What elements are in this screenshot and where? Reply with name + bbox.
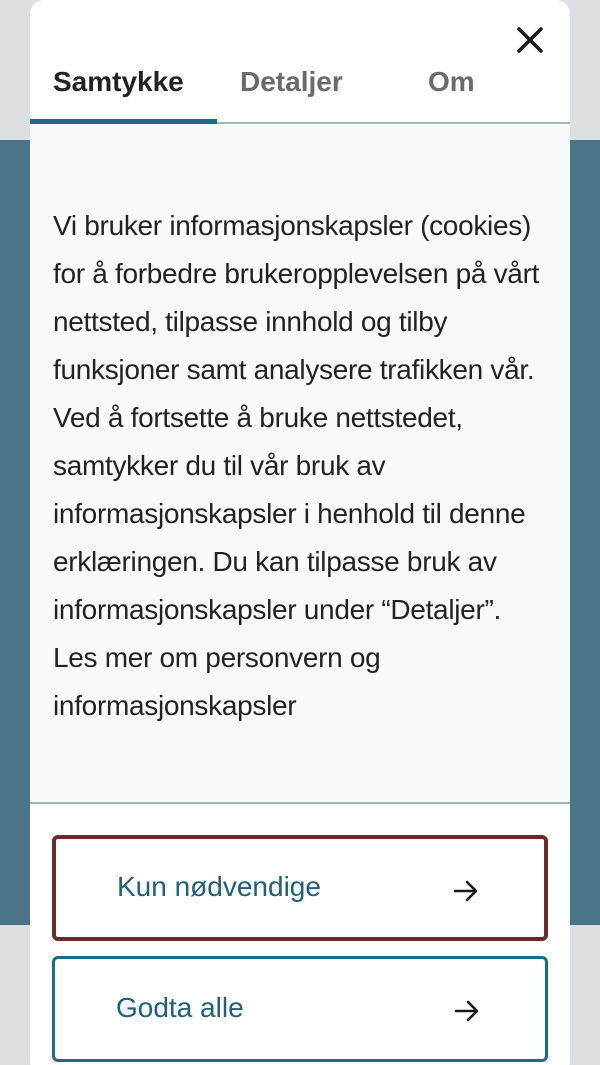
tab-om[interactable]: Om <box>428 66 475 97</box>
consent-panel <box>30 124 570 804</box>
necessary-only-label: Kun nødvendige <box>117 871 321 902</box>
tab-samtykke[interactable]: Samtykke <box>53 66 184 97</box>
close-button[interactable] <box>512 22 548 58</box>
tab-detaljer[interactable]: Detaljer <box>240 66 343 97</box>
accept-all-label: Godta alle <box>116 992 244 1023</box>
necessary-only-button[interactable] <box>52 835 548 941</box>
consent-description: Vi bruker informasjonskapsler (cookies) for å forbedre brukeropplevelsen på vårt nettsted, tilpasse innhold og tilby funksjoner samt analysere trafikken vår. Ved å fortsette å bruke nettstedet, samtykker du til vår bruk av informasjonskapsler i henhold til denne erklæringen. Du kan tilpasse bruk av informasjonskapsler under “Detaljer”. Les mer om personvern og informasjonskapsler <box>53 210 540 721</box>
arrow-right-icon <box>452 877 480 905</box>
arrow-right-icon <box>453 997 481 1025</box>
cookie-consent-dialog <box>30 0 570 1065</box>
accept-all-button[interactable] <box>52 956 548 1062</box>
close-icon <box>517 27 543 53</box>
tab-bar <box>30 56 570 124</box>
